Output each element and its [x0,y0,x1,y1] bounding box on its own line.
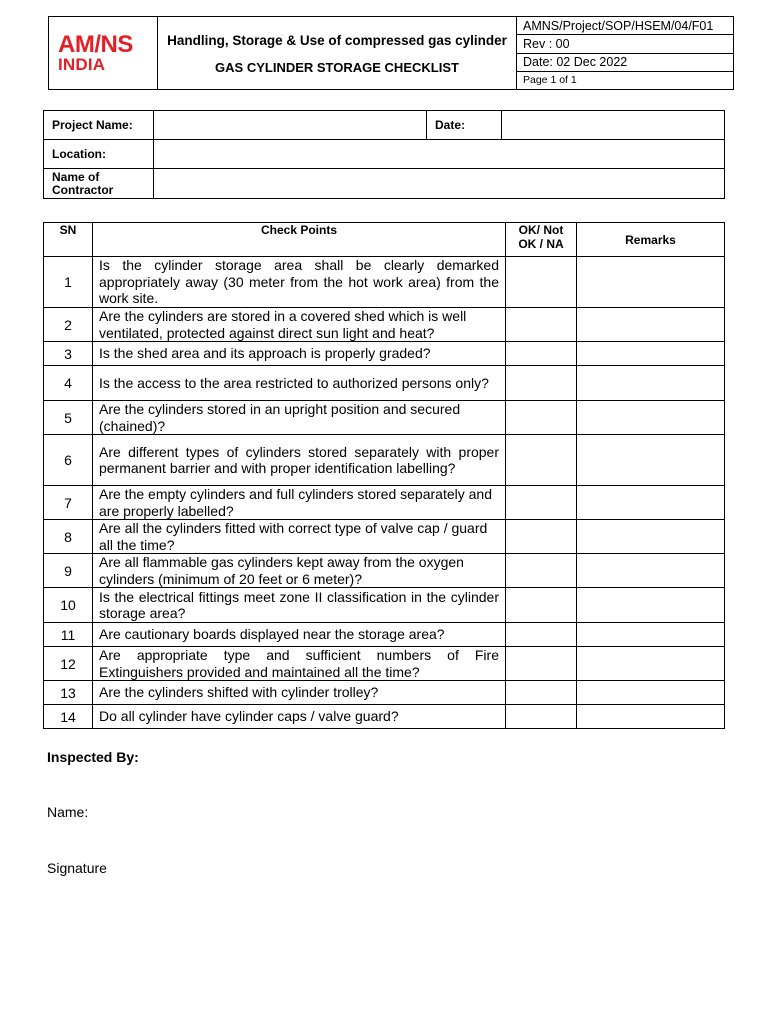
logo-line-2: INDIA [58,55,106,74]
remarks-cell[interactable] [577,401,725,435]
table-row [44,647,725,681]
remarks-cell[interactable] [577,366,725,401]
status-cell[interactable] [506,308,577,342]
remarks-cell[interactable] [577,588,725,623]
project-name-label: Project Name: [44,111,154,140]
checklist-body [44,257,725,729]
title-cell [158,17,517,90]
project-name-field[interactable] [154,111,427,140]
row-sn: 7 [44,486,93,520]
sn-header: SN [44,223,93,257]
row-sn: 3 [44,342,93,366]
row-sn: 5 [44,401,93,435]
revision: Rev : 00 [517,35,734,53]
row-sn: 2 [44,308,93,342]
status-cell[interactable] [506,520,577,554]
name-label: Name: [47,804,89,820]
table-row [44,623,725,647]
row-sn: 14 [44,705,93,729]
check-point-text: Are the cylinders shifted with cylinder trolley? [93,681,506,705]
location-label: Location: [44,140,154,169]
table-row [44,308,725,342]
check-point-text: Are the cylinders stored in an upright position and secured (chained)? [93,401,506,435]
check-point-text: Are appropriate type and sufficient numbers of Fire Extinguishers provided and maintained all the time? [93,647,506,681]
status-cell[interactable] [506,554,577,588]
row-sn: 11 [44,623,93,647]
remarks-cell[interactable] [577,486,725,520]
status-cell[interactable] [506,435,577,486]
row-sn: 6 [44,435,93,486]
check-points-header: Check Points [93,223,506,257]
status-cell[interactable] [506,486,577,520]
status-cell[interactable] [506,705,577,729]
row-sn: 13 [44,681,93,705]
remarks-header: Remarks [577,223,725,257]
row-sn: 8 [44,520,93,554]
remarks-cell[interactable] [577,623,725,647]
remarks-cell[interactable] [577,257,725,308]
status-header [506,223,577,257]
check-point-text: Are all the cylinders fitted with correct type of valve cap / guard all the time? [93,520,506,554]
document-title: Handling, Storage & Use of compressed gas cylinder [167,32,507,48]
row-sn: 4 [44,366,93,401]
table-row [44,520,725,554]
status-header-line-1: OK/ Not [518,223,564,237]
page-number: Page 1 of 1 [517,71,734,89]
row-sn: 9 [44,554,93,588]
check-point-text: Are different types of cylinders stored separately with proper permanent barrier and with proper identification labelling? [93,435,506,486]
table-row [44,681,725,705]
project-info-table [43,110,725,199]
document-subtitle: GAS CYLINDER STORAGE CHECKLIST [215,59,459,75]
check-point-text: Is the electrical fittings meet zone II classification in the cylinder storage area? [93,588,506,623]
remarks-cell[interactable] [577,342,725,366]
logo-cell [49,17,158,90]
check-point-text: Are the empty cylinders and full cylinders stored separately and are properly labelled? [93,486,506,520]
remarks-cell[interactable] [577,681,725,705]
table-row [44,401,725,435]
status-cell[interactable] [506,342,577,366]
check-point-text: Do all cylinder have cylinder caps / valve guard? [93,705,506,729]
doc-number: AMNS/Project/SOP/HSEM/04/F01 [517,17,734,35]
check-point-text: Is the cylinder storage area shall be clearly demarked appropriately away (30 meter from the hot work area) from the work site. [93,257,506,308]
check-point-text: Are cautionary boards displayed near the storage area? [93,623,506,647]
remarks-cell[interactable] [577,554,725,588]
status-cell[interactable] [506,588,577,623]
status-cell[interactable] [506,401,577,435]
check-point-text: Are all flammable gas cylinders kept away from the oxygen cylinders (minimum of 20 feet or 6 meter)? [93,554,506,588]
check-point-text: Is the shed area and its approach is properly graded? [93,342,506,366]
table-row [44,486,725,520]
table-row [44,435,725,486]
company-logo [58,33,157,73]
remarks-cell[interactable] [577,705,725,729]
logo-line-1: AM/NS [58,31,133,58]
status-cell[interactable] [506,681,577,705]
table-row [44,705,725,729]
remarks-cell[interactable] [577,435,725,486]
contractor-label: Name of Contractor [44,169,154,199]
inspected-by-label: Inspected By: [47,749,139,765]
checklist-table [43,222,725,729]
check-point-text: Is the access to the area restricted to authorized persons only? [93,366,506,401]
signature-label: Signature [47,860,107,876]
date-field[interactable] [502,111,725,140]
remarks-cell[interactable] [577,308,725,342]
table-row [44,257,725,308]
remarks-cell[interactable] [577,647,725,681]
table-row [44,366,725,401]
status-cell[interactable] [506,257,577,308]
status-cell[interactable] [506,366,577,401]
table-row [44,342,725,366]
remarks-cell[interactable] [577,520,725,554]
status-cell[interactable] [506,647,577,681]
row-sn: 10 [44,588,93,623]
table-row [44,588,725,623]
status-header-line-2: OK / NA [518,237,564,251]
table-row [44,554,725,588]
status-cell[interactable] [506,623,577,647]
row-sn: 12 [44,647,93,681]
location-field[interactable] [154,140,725,169]
document-header [48,16,734,90]
check-point-text: Are the cylinders are stored in a covered shed which is well ventilated, protected against direct sun light and heat? [93,308,506,342]
issue-date: Date: 02 Dec 2022 [517,53,734,71]
row-sn: 1 [44,257,93,308]
date-label: Date: [427,111,502,140]
contractor-field[interactable] [154,169,725,199]
